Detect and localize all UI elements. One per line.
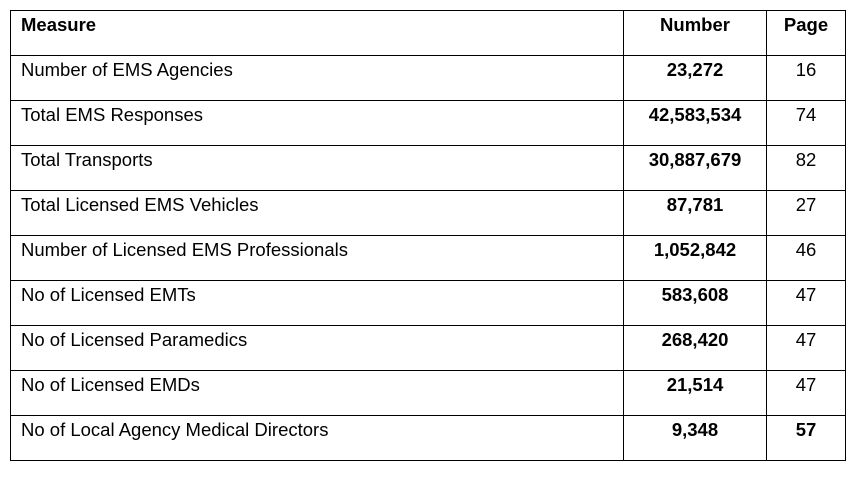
number-cell (624, 146, 767, 191)
header-number (624, 11, 767, 56)
page-cell (767, 101, 846, 146)
number-cell (624, 371, 767, 416)
number-value: 42,583,534 (648, 104, 742, 125)
page-value: 47 (795, 329, 817, 350)
page-value: 82 (795, 149, 817, 170)
number-value: 583,608 (661, 284, 729, 305)
measure-label: Total EMS Responses (21, 104, 204, 125)
page-cell (767, 146, 846, 191)
number-cell (624, 56, 767, 101)
page-cell (767, 56, 846, 101)
table-row (11, 101, 846, 146)
page-cell (767, 281, 846, 326)
number-cell (624, 326, 767, 371)
header-number-label: Number (660, 14, 730, 35)
number-value: 87,781 (666, 194, 724, 215)
number-cell (624, 191, 767, 236)
measure-label: No of Licensed EMTs (21, 284, 196, 305)
table-row (11, 326, 846, 371)
measures-table (10, 10, 846, 461)
page-value: 16 (795, 59, 817, 80)
page-value: 47 (795, 374, 817, 395)
header-measure-label: Measure (21, 14, 97, 35)
table-row (11, 416, 846, 461)
measure-cell (11, 326, 624, 371)
number-value: 30,887,679 (648, 149, 742, 170)
measure-cell (11, 56, 624, 101)
measure-label: No of Local Agency Medical Directors (21, 419, 329, 440)
measure-label: Number of EMS Agencies (21, 59, 233, 80)
page-value: 47 (795, 284, 817, 305)
page-cell (767, 236, 846, 281)
measure-label: Total Transports (21, 149, 153, 170)
measure-cell (11, 191, 624, 236)
table-row (11, 236, 846, 281)
measure-label: Number of Licensed EMS Professionals (21, 239, 348, 260)
page-value: 74 (795, 104, 817, 125)
measure-label: No of Licensed Paramedics (21, 329, 248, 350)
number-value: 1,052,842 (653, 239, 737, 260)
measure-label: Total Licensed EMS Vehicles (21, 194, 259, 215)
page-value: 27 (795, 194, 817, 215)
page-cell (767, 326, 846, 371)
page-value: 46 (795, 239, 817, 260)
number-value: 23,272 (666, 59, 724, 80)
page-cell (767, 191, 846, 236)
table-row (11, 281, 846, 326)
header-measure (11, 11, 624, 56)
number-value: 268,420 (661, 329, 729, 350)
table-body (11, 56, 846, 461)
table-row (11, 191, 846, 236)
measure-cell (11, 371, 624, 416)
page-cell (767, 371, 846, 416)
number-value: 9,348 (671, 419, 719, 440)
number-cell (624, 236, 767, 281)
table-row (11, 146, 846, 191)
page-cell (767, 416, 846, 461)
number-cell (624, 101, 767, 146)
page-value: 57 (795, 419, 817, 440)
number-value: 21,514 (666, 374, 724, 395)
measure-cell (11, 281, 624, 326)
table-row (11, 371, 846, 416)
number-cell (624, 416, 767, 461)
header-page (767, 11, 846, 56)
measure-cell (11, 416, 624, 461)
measure-cell (11, 146, 624, 191)
number-cell (624, 281, 767, 326)
measure-label: No of Licensed EMDs (21, 374, 200, 395)
header-page-label: Page (783, 14, 829, 35)
measure-cell (11, 101, 624, 146)
measure-cell (11, 236, 624, 281)
table-header-row (11, 11, 846, 56)
table-row (11, 56, 846, 101)
